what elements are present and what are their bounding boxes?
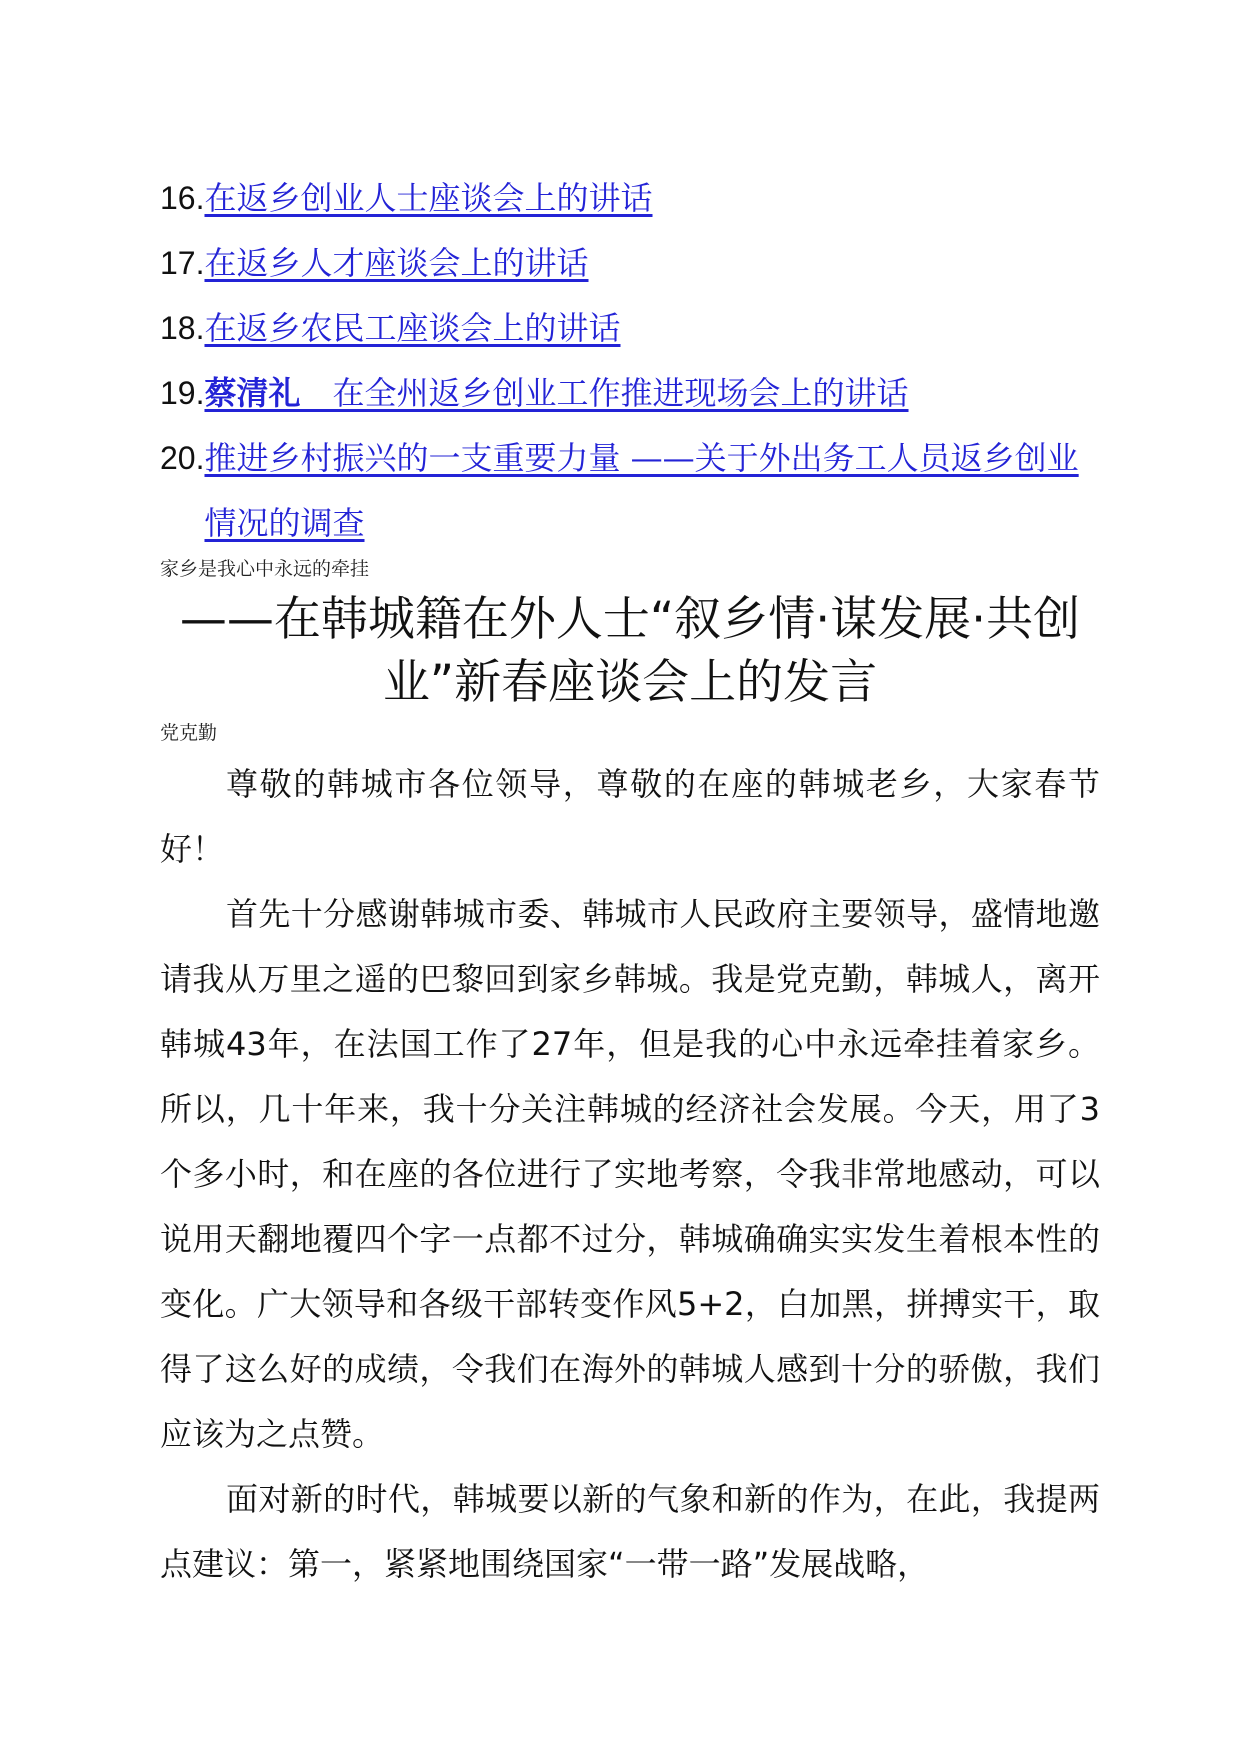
body-paragraph: 首先十分感谢韩城市委、韩城市人民政府主要领导，盛情地邀请我从万里之遥的巴黎回到家乡韩城。我是党克勤，韩城人，离开韩城43年，在法国工作了27年，但是我的心中永远牵挂着家乡。所以，几十年来，我十分关注韩城的经济社会发展。今天，用了3个多小时，和在座的各位进行了实地考察，令我非常地感动，可以说用天翻地覆四个字一点都不过分，韩城确确实实发生着根本性的变化。广大领导和各级干部转变作风5+2，白加黑，拼搏实干，取得了这么好的成绩，令我们在海外的韩城人感到十分的骄傲，我们应该为之点赞。 xyxy=(160,895,1100,1453)
toc-item xyxy=(160,361,1100,426)
toc-number: 19. xyxy=(160,375,205,411)
toc-number: 20. xyxy=(160,440,205,476)
article-kicker: 家乡是我心中永远的牵挂 xyxy=(160,558,370,580)
toc-number: 16. xyxy=(160,180,205,216)
toc-item xyxy=(160,296,1100,361)
toc-speaker-name: 蔡清礼 xyxy=(204,374,301,412)
toc-link[interactable]: 推进乡村振兴的一支重要力量 ——关于外出务工人员返乡创业情况的调查 xyxy=(204,439,1079,542)
toc-number: 18. xyxy=(160,310,205,346)
toc-link-text: 在全州返乡创业工作推进现场会上的讲话 xyxy=(300,374,909,412)
toc-item xyxy=(160,166,1100,231)
table-of-contents xyxy=(160,166,1100,556)
article-body xyxy=(160,752,1100,1597)
toc-link[interactable]: 在返乡农民工座谈会上的讲话 xyxy=(204,309,621,347)
body-paragraph: 面对新的时代，韩城要以新的气象和新的作为，在此，我提两点建议：第一，紧紧地围绕国家“一带一路”发展战略， xyxy=(160,1480,1100,1583)
toc-link[interactable] xyxy=(204,361,1100,426)
toc-item xyxy=(160,426,1100,556)
body-paragraph: 尊敬的韩城市各位领导，尊敬的在座的韩城老乡，大家春节好！ xyxy=(160,765,1100,868)
article-title: ——在韩城籍在外人士“叙乡情·谋发展·共创业”新春座谈会上的发言 xyxy=(179,592,1081,710)
toc-link[interactable]: 在返乡创业人士座谈会上的讲话 xyxy=(204,179,653,217)
toc-number: 17. xyxy=(160,245,205,281)
toc-link[interactable]: 在返乡人才座谈会上的讲话 xyxy=(204,244,589,282)
article-author: 党克勤 xyxy=(160,722,218,744)
toc-item xyxy=(160,231,1100,296)
